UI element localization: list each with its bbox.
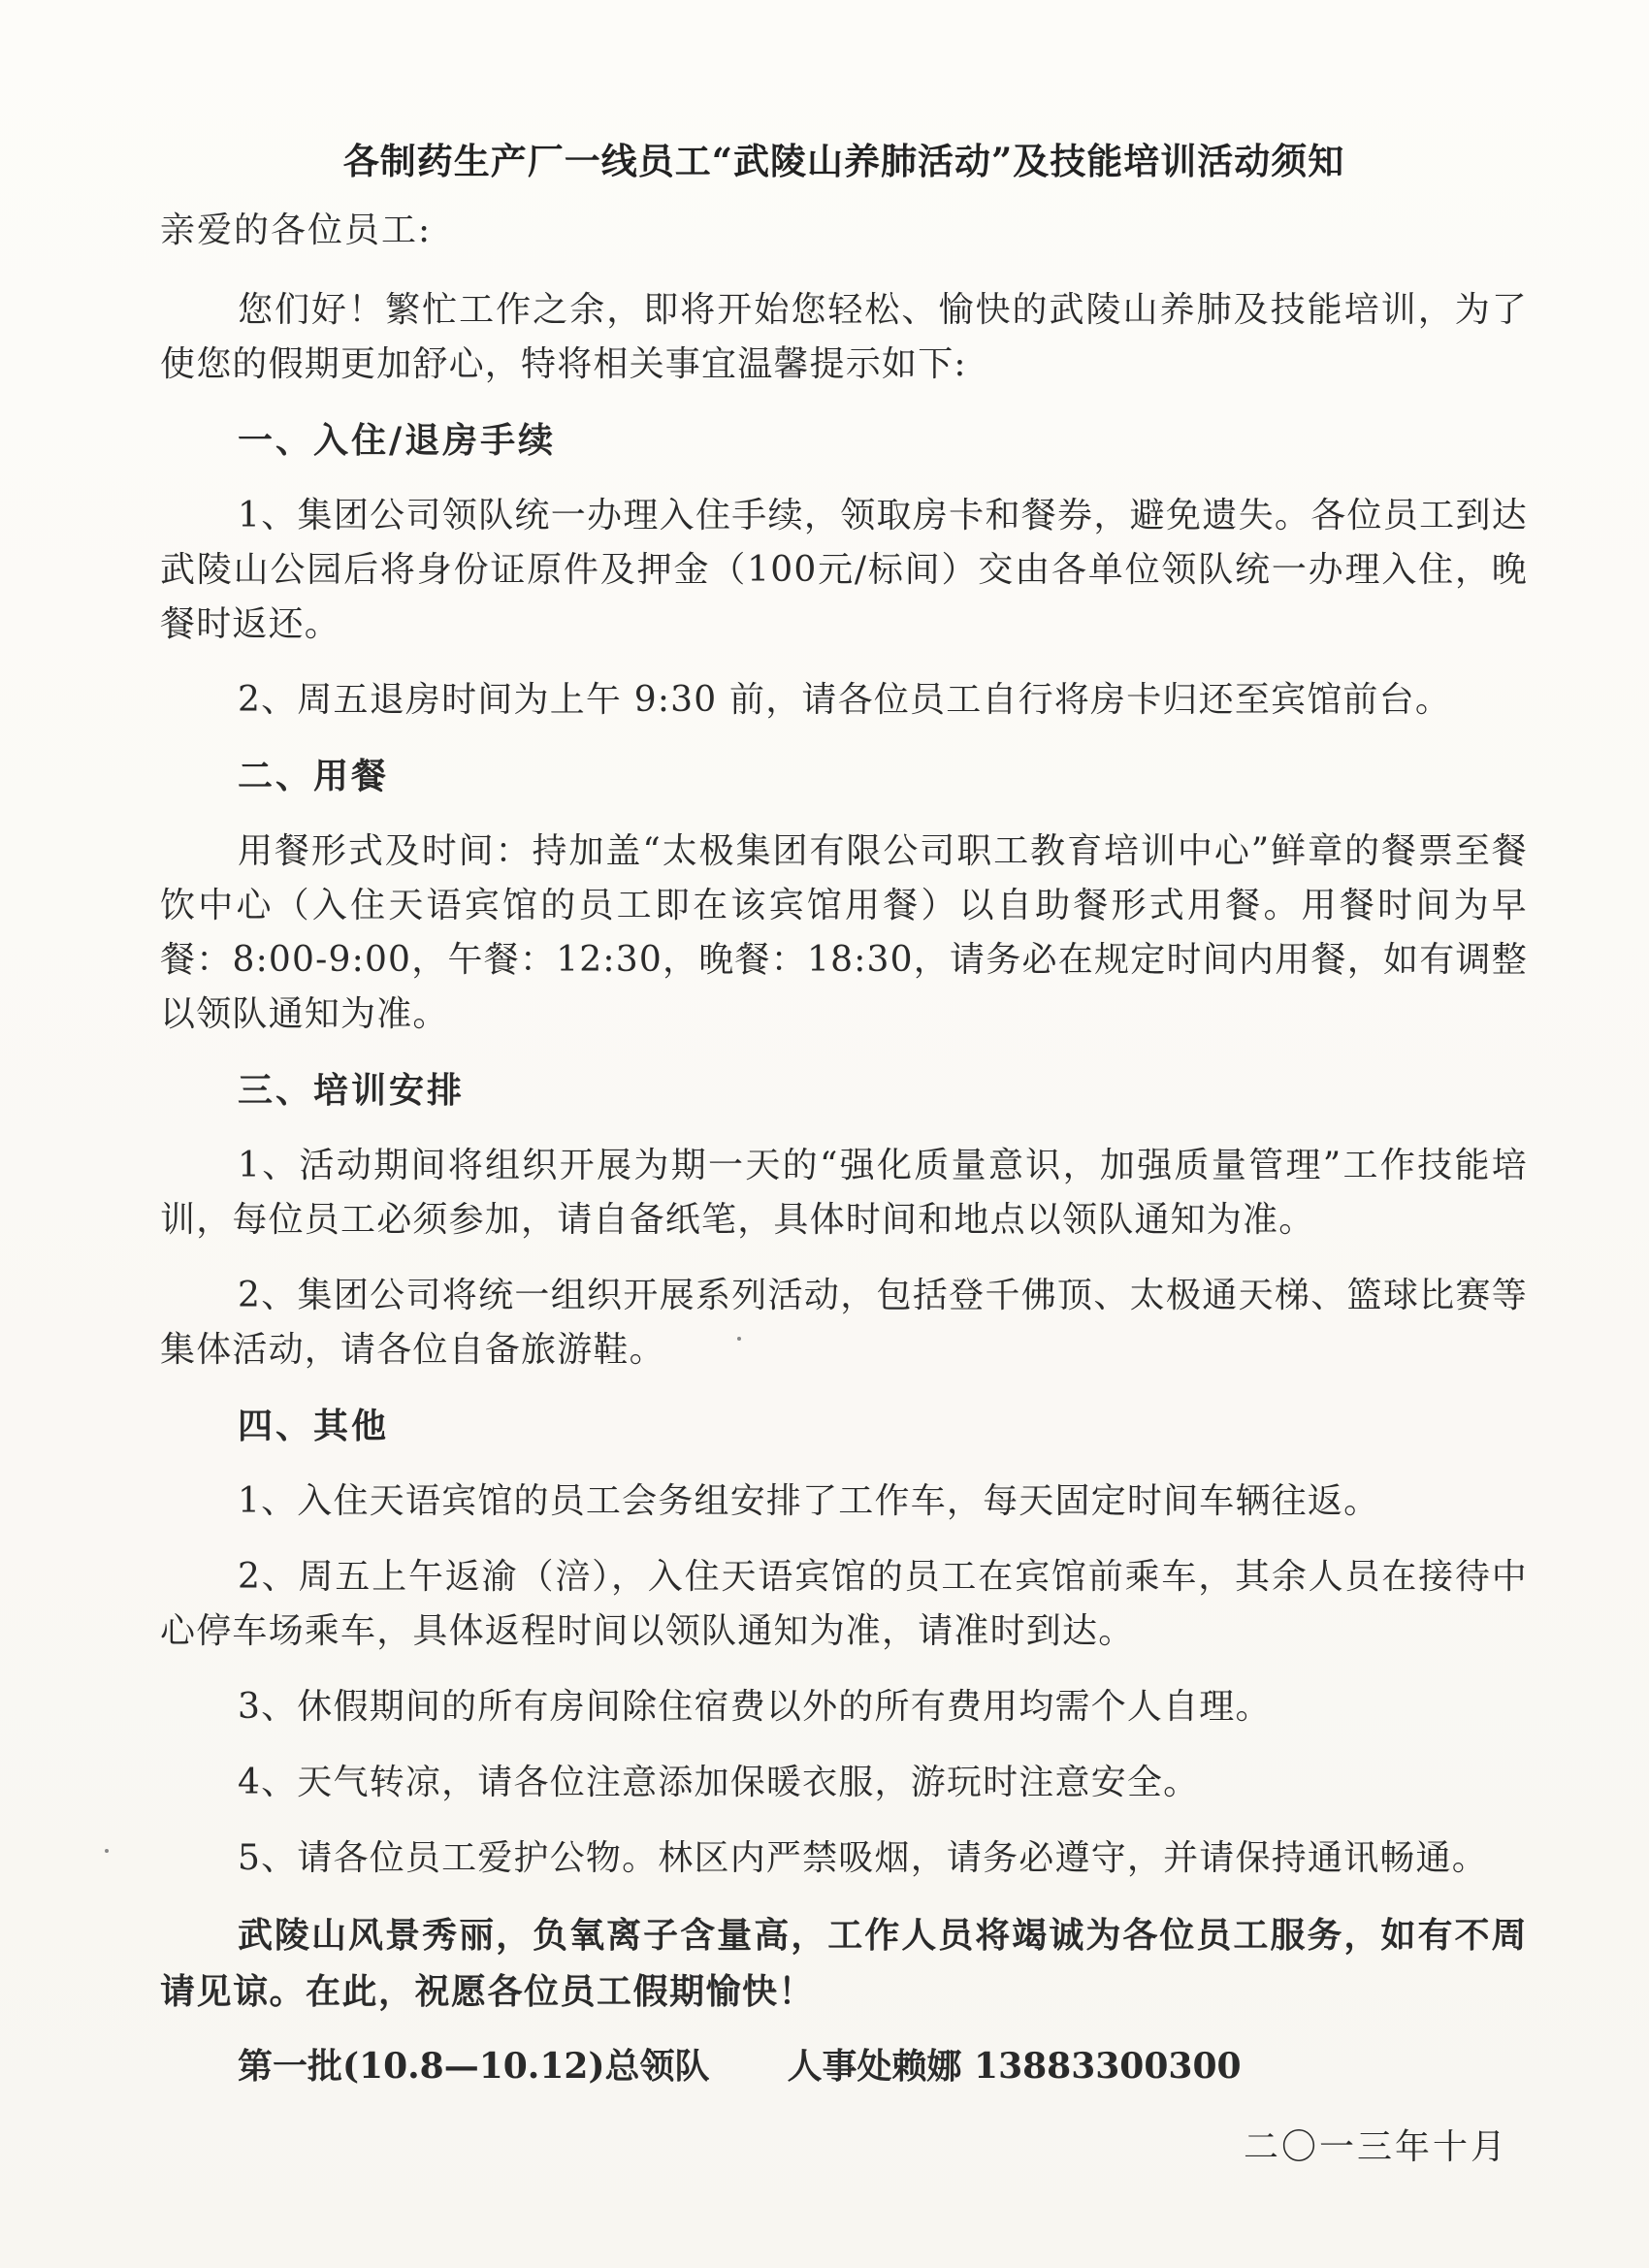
section-paragraph: 1、集团公司领队统一办理入住手续，领取房卡和餐券，避免遗失。各位员工到达武陵山公园后将身份证原件及押金（100元/标间）交由各单位领队统一办理入住，晚餐时返还。 bbox=[160, 496, 1528, 644]
section-other bbox=[160, 1399, 1528, 1886]
section-paragraph: 4、天气转凉，请各位注意添加保暖衣服，游玩时注意安全。 bbox=[238, 1763, 1200, 1802]
intro-paragraph: 您们好！繁忙工作之余，即将开始您轻松、愉快的武陵山养肺及技能培训，为了使您的假期更加舒心，特将相关事宜温馨提示如下: bbox=[160, 290, 1528, 384]
notice-document bbox=[160, 136, 1528, 2175]
section-paragraph: 5、请各位员工爱护公物。林区内严禁吸烟，请务必遵守，并请保持通讯畅通。 bbox=[238, 1838, 1488, 1878]
salutation: 亲爱的各位员工: bbox=[160, 211, 433, 250]
leader-line bbox=[160, 2039, 1528, 2093]
document-title: 各制药生产厂一线员工“武陵山养肺活动”及技能培训活动须知 bbox=[342, 140, 1345, 182]
section-paragraph: 2、周五退房时间为上午 9:30 前，请各位员工自行将房卡归还至宾馆前台。 bbox=[238, 680, 1452, 720]
section-paragraph: 2、集团公司将统一组织开展系列活动，包括登千佛顶、太极通天梯、篮球比赛等集体活动，请各位自备旅游鞋。 bbox=[160, 1276, 1528, 1370]
scan-speck bbox=[105, 1849, 109, 1853]
section-paragraph: 用餐形式及时间：持加盖“太极集团有限公司职工教育培训中心”鲜章的餐票至餐饮中心（入住天语宾馆的员工即在该宾馆用餐）以自助餐形式用餐。用餐时间为早餐：8:00-9:00，午餐：12:30，晚餐：18:30，请务必在规定时间内用餐，如有调整以领队通知为准。 bbox=[160, 831, 1528, 1034]
section-heading: 一、入住/退房手续 bbox=[238, 420, 557, 461]
section-training bbox=[160, 1063, 1528, 1377]
section-heading: 三、培训安排 bbox=[238, 1070, 466, 1111]
leader-contact: 人事处赖娜 13883300300 bbox=[787, 2046, 1242, 2087]
section-heading: 四、其他 bbox=[238, 1406, 390, 1446]
section-paragraph: 2、周五上午返渝（涪），入住天语宾馆的员工在宾馆前乘车，其余人员在接待中心停车场乘车，具体返程时间以领队通知为准，请准时到达。 bbox=[160, 1557, 1528, 1651]
section-paragraph: 3、休假期间的所有房间除住宿费以外的所有费用均需个人自理。 bbox=[238, 1687, 1272, 1727]
section-checkin bbox=[160, 413, 1528, 728]
leader-batch: 第一批(10.8—10.12)总领队 bbox=[238, 2046, 710, 2087]
section-heading: 二、用餐 bbox=[238, 756, 390, 796]
section-dining bbox=[160, 749, 1528, 1042]
closing-paragraph: 武陵山风景秀丽，负氧离子含量高，工作人员将竭诚为各位员工服务，如有不周请见谅。在此，祝愿各位员工假期愉快！ bbox=[160, 1915, 1528, 2012]
section-paragraph: 1、活动期间将组织开展为期一天的“强化质量意识，加强质量管理”工作技能培训，每位员工必须参加，请自备纸笔，具体时间和地点以领队通知为准。 bbox=[160, 1146, 1528, 1240]
section-paragraph: 1、入住天语宾馆的员工会务组安排了工作车，每天固定时间车辆往返。 bbox=[238, 1481, 1380, 1521]
document-date: 二〇一三年十月 bbox=[1243, 2127, 1508, 2167]
